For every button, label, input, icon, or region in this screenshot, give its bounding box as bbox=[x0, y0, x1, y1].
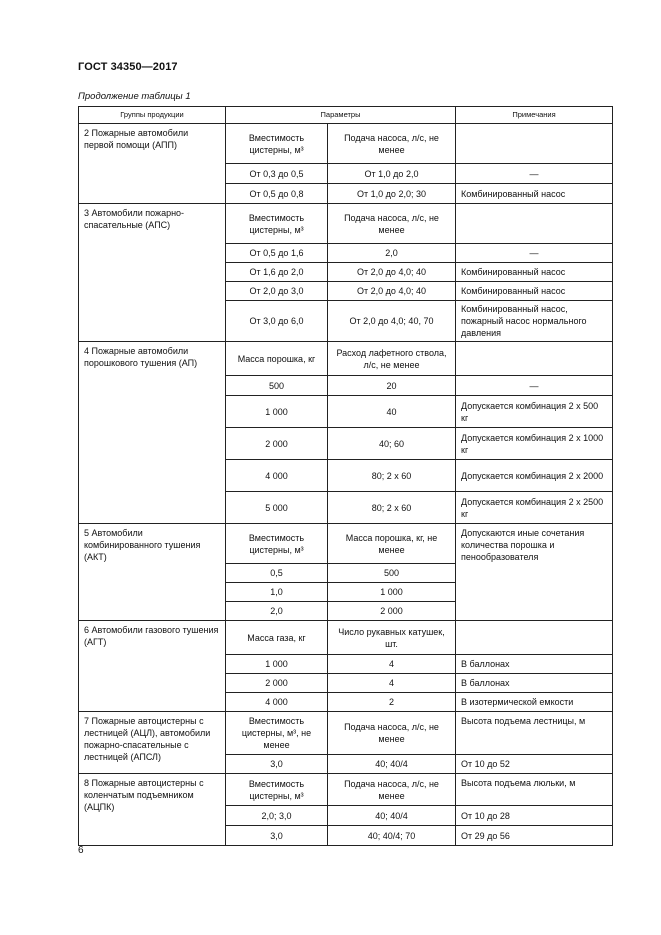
param2-value-cell: От 2,0 до 4,0; 40, 70 bbox=[328, 301, 456, 342]
product-group-cell: 4 Пожарные автомобили порошкового тушения (АП) bbox=[79, 342, 226, 524]
param1-value-cell: 0,5 bbox=[226, 564, 328, 583]
param1-value-cell: 1 000 bbox=[226, 655, 328, 674]
param1-value-cell: 2 000 bbox=[226, 674, 328, 693]
note-header-cell bbox=[456, 621, 613, 655]
param2-value-cell: От 1,0 до 2,0; 30 bbox=[328, 184, 456, 204]
note-header-cell: Допускаются иные сочетания количества порошка и пенообразователя bbox=[456, 524, 613, 621]
param1-value-cell: 2 000 bbox=[226, 428, 328, 460]
param1-value-cell: 4 000 bbox=[226, 460, 328, 492]
section-header-row bbox=[79, 342, 613, 376]
param1-value-cell: 4 000 bbox=[226, 693, 328, 712]
param1-value-cell: 2,0 bbox=[226, 602, 328, 621]
note-value-cell: Комбинированный насос bbox=[456, 184, 613, 204]
param1-value-cell: От 0,3 до 0,5 bbox=[226, 164, 328, 184]
param2-value-cell: 2 bbox=[328, 693, 456, 712]
note-value-cell: — bbox=[456, 376, 613, 396]
param1-value-cell: 2,0; 3,0 bbox=[226, 806, 328, 826]
param2-value-cell: 500 bbox=[328, 564, 456, 583]
section-header-row bbox=[79, 124, 613, 164]
param2-value-cell: От 2,0 до 4,0; 40 bbox=[328, 263, 456, 282]
param2-value-cell: От 1,0 до 2,0 bbox=[328, 164, 456, 184]
param1-value-cell: 1 000 bbox=[226, 396, 328, 428]
param2-value-cell: 2 000 bbox=[328, 602, 456, 621]
section-header-row bbox=[79, 204, 613, 244]
note-value-cell: От 29 до 56 bbox=[456, 826, 613, 846]
note-value-cell: — bbox=[456, 164, 613, 184]
note-header-cell: Высота подъема лестницы, м bbox=[456, 712, 613, 755]
param1-value-cell: 3,0 bbox=[226, 755, 328, 774]
param1-header-cell: Вместимость цистерны, м³ bbox=[226, 124, 328, 164]
product-group-cell: 3 Автомобили пожарно-спасательные (АПС) bbox=[79, 204, 226, 342]
note-value-cell: Комбинированный насос bbox=[456, 263, 613, 282]
table-continuation-caption: Продолжение таблицы 1 bbox=[78, 91, 191, 102]
param2-value-cell: От 2,0 до 4,0; 40 bbox=[328, 282, 456, 301]
note-value-cell: Комбинированный насос, пожарный насос нормального давления bbox=[456, 301, 613, 342]
section-header-row bbox=[79, 621, 613, 655]
note-value-cell: Допускается комбинация 2 х 1000 кг bbox=[456, 428, 613, 460]
param1-value-cell: От 0,5 до 1,6 bbox=[226, 244, 328, 263]
param2-header-cell: Масса порошка, кг, не менее bbox=[328, 524, 456, 564]
param1-header-cell: Вместимость цистерны, м³ bbox=[226, 774, 328, 806]
note-value-cell: Комбинированный насос bbox=[456, 282, 613, 301]
param1-header-cell: Вместимость цистерны, м³ bbox=[226, 204, 328, 244]
param2-value-cell: 80; 2 х 60 bbox=[328, 460, 456, 492]
param2-value-cell: 40; 60 bbox=[328, 428, 456, 460]
param2-value-cell: 20 bbox=[328, 376, 456, 396]
note-header-cell: Высота подъема люльки, м bbox=[456, 774, 613, 806]
param2-value-cell: 40; 40/4 bbox=[328, 806, 456, 826]
param1-value-cell: От 2,0 до 3,0 bbox=[226, 282, 328, 301]
param2-header-cell: Подача насоса, л/с, не менее bbox=[328, 712, 456, 755]
section-header-row bbox=[79, 524, 613, 564]
note-value-cell: Допускается комбинация 2 х 2500 кг bbox=[456, 492, 613, 524]
param1-value-cell: 1,0 bbox=[226, 583, 328, 602]
column-header-params: Параметры bbox=[226, 107, 456, 124]
note-header-cell bbox=[456, 204, 613, 244]
param2-value-cell: 80; 2 х 60 bbox=[328, 492, 456, 524]
column-header-notes: Примечания bbox=[456, 107, 613, 124]
param1-value-cell: От 3,0 до 6,0 bbox=[226, 301, 328, 342]
param2-header-cell: Подача насоса, л/с, не менее bbox=[328, 204, 456, 244]
param2-value-cell: 1 000 bbox=[328, 583, 456, 602]
page-number: 6 bbox=[78, 845, 84, 856]
param1-header-cell: Вместимость цистерны, м³ bbox=[226, 524, 328, 564]
param2-header-cell: Подача насоса, л/с, не менее bbox=[328, 774, 456, 806]
param1-header-cell: Вместимость цистерны, м³, не менее bbox=[226, 712, 328, 755]
param2-value-cell: 40 bbox=[328, 396, 456, 428]
note-value-cell: От 10 до 28 bbox=[456, 806, 613, 826]
product-group-cell: 5 Автомобили комбинированного тушения (АКТ) bbox=[79, 524, 226, 621]
note-value-cell: В изотермической емкости bbox=[456, 693, 613, 712]
note-value-cell: Допускается комбинация 2 х 2000 bbox=[456, 460, 613, 492]
note-header-cell bbox=[456, 342, 613, 376]
param2-header-cell: Расход лафетного ствола, л/с, не менее bbox=[328, 342, 456, 376]
standard-title: ГОСТ 34350—2017 bbox=[78, 61, 178, 73]
param2-value-cell: 4 bbox=[328, 655, 456, 674]
param2-header-cell: Число рукавных катушек, шт. bbox=[328, 621, 456, 655]
product-group-cell: 6 Автомобили газового тушения (АГТ) bbox=[79, 621, 226, 712]
product-group-cell: 2 Пожарные автомобили первой помощи (АПП) bbox=[79, 124, 226, 204]
param2-value-cell: 40; 40/4; 70 bbox=[328, 826, 456, 846]
column-header-groups: Группы продукции bbox=[79, 107, 226, 124]
note-value-cell: В баллонах bbox=[456, 655, 613, 674]
section-header-row bbox=[79, 712, 613, 755]
note-value-cell: Допускается комбинация 2 х 500 кг bbox=[456, 396, 613, 428]
param1-header-cell: Масса порошка, кг bbox=[226, 342, 328, 376]
note-value-cell: — bbox=[456, 244, 613, 263]
param1-value-cell: От 0,5 до 0,8 bbox=[226, 184, 328, 204]
param1-header-cell: Масса газа, кг bbox=[226, 621, 328, 655]
note-value-cell: В баллонах bbox=[456, 674, 613, 693]
param2-header-cell: Подача насоса, л/с, не менее bbox=[328, 124, 456, 164]
param2-value-cell: 40; 40/4 bbox=[328, 755, 456, 774]
param1-value-cell: 500 bbox=[226, 376, 328, 396]
param2-value-cell: 2,0 bbox=[328, 244, 456, 263]
product-groups-table bbox=[78, 106, 613, 846]
table-header-row bbox=[79, 107, 613, 124]
param1-value-cell: 5 000 bbox=[226, 492, 328, 524]
param2-value-cell: 4 bbox=[328, 674, 456, 693]
param1-value-cell: От 1,6 до 2,0 bbox=[226, 263, 328, 282]
product-group-cell: 7 Пожарные автоцистерны с лестницей (АЦЛ), автомобили пожарно-спасательные с лестницей (АПСЛ) bbox=[79, 712, 226, 774]
param1-value-cell: 3,0 bbox=[226, 826, 328, 846]
note-value-cell: От 10 до 52 bbox=[456, 755, 613, 774]
note-header-cell bbox=[456, 124, 613, 164]
product-group-cell: 8 Пожарные автоцистерны с коленчатым подъемником (АЦПК) bbox=[79, 774, 226, 846]
section-header-row bbox=[79, 774, 613, 806]
